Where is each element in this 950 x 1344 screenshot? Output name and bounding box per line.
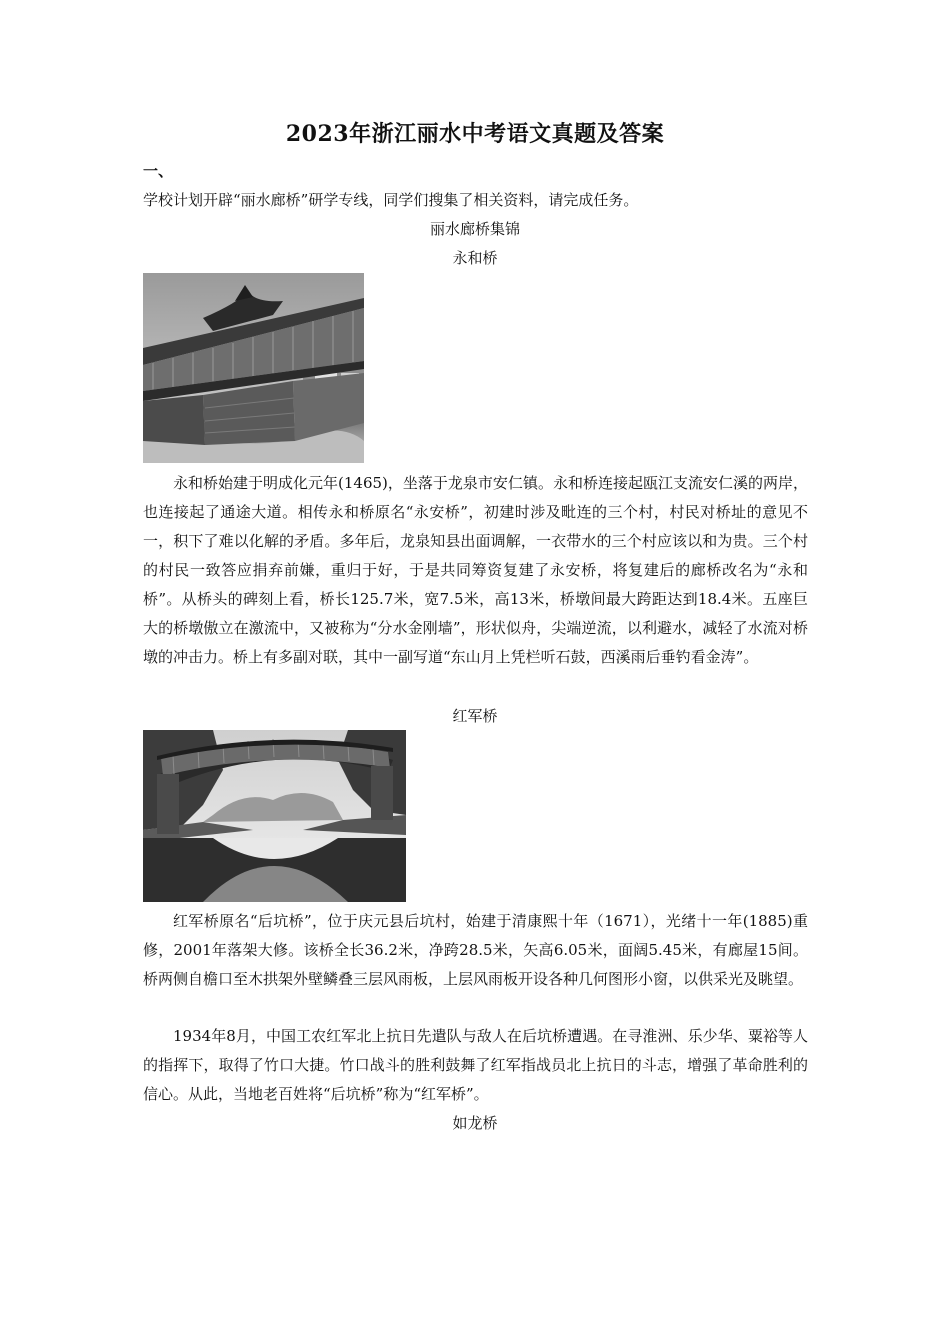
hongjun-paragraph-2: 1934年8月，中国工农红军北上抗日先遣队与敌人在后坑桥遭遇。在寻淮洲、乐少华、粟裕等人的指挥下，取得了竹口大捷。竹口战斗的胜利鼓舞了红军指战员北上抗日的斗志，增强了革命胜利的信心。从此，当地老百姓将“后坑桥”称为“红军桥”。: [143, 1027, 808, 1103]
yonghe-bridge-photo: [143, 273, 364, 463]
hongjun-bridge-photo: [143, 730, 406, 902]
bridge-title-hongjun: 红军桥: [452, 707, 498, 725]
section-number: 一、: [143, 162, 174, 180]
bridge-title-rulong: 如龙桥: [452, 1114, 498, 1132]
bridge-title-yonghe: 永和桥: [452, 249, 498, 267]
collection-title: 丽水廊桥集锦: [429, 220, 520, 238]
intro-text: 学校计划开辟“丽水廊桥”研学专线，同学们搜集了相关资料，请完成任务。: [143, 191, 639, 209]
page-title: 2023年浙江丽水中考语文真题及答案: [285, 121, 665, 147]
hongjun-paragraph-1: 红军桥原名“后坑桥”，位于庆元县后坑村，始建于清康熙十年（1671），光绪十一年(1885)重修，2001年落架大修。该桥全长36.2米，净跨28.5米，矢高6.05米，面阔5.45米，有廊屋15间。桥两侧自檐口至木拱架外壁鳞叠三层风雨板，上层风雨板开设各种几何图形小窗，以供采光及眺望。: [143, 912, 808, 988]
yonghe-paragraph: 永和桥始建于明成化元年(1465)，坐落于龙泉市安仁镇。永和桥连接起瓯江支流安仁溪的两岸，也连接起了通途大道。相传永和桥原名“永安桥”，初建时涉及毗连的三个村，村民对桥址的意见不一，积下了难以化解的矛盾。多年后，龙泉知县出面调解，一衣带水的三个村应该以和为贵。三个村的村民一致答应捐弃前嫌，重归于好，于是共同筹资复建了永安桥，将复建后的廊桥改名为“永和桥”。从桥头的碑刻上看，桥长125.7米，宽7.5米，高13米，桥墩间最大跨距达到18.4米。五座巨大的桥墩傲立在激流中，又被称为“分水金刚墙”，形状似舟，尖端逆流，以利避水，减轻了水流对桥墩的冲击力。桥上有多副对联，其中一副写道“东山月上凭栏听石鼓，西溪雨后垂钓看金涛”。: [143, 474, 808, 666]
